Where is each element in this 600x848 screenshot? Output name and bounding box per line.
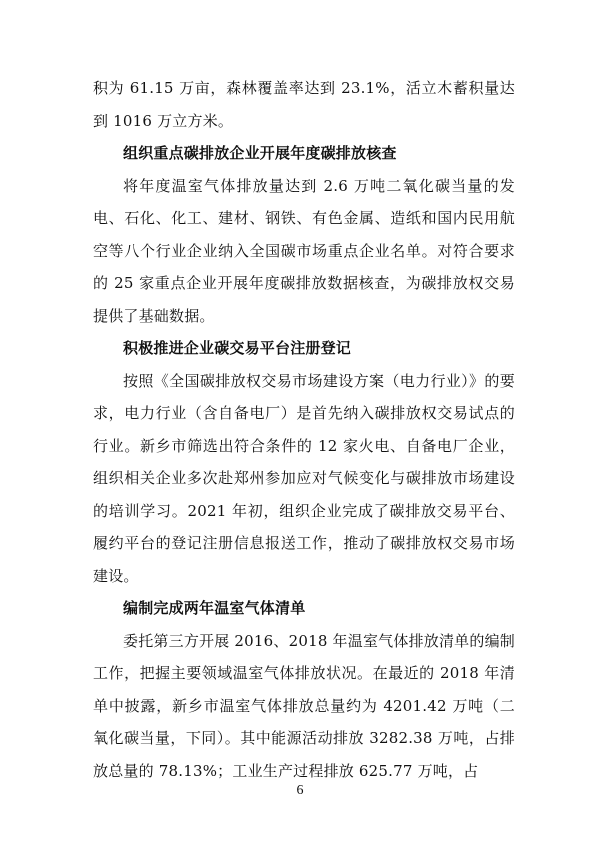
paragraph-ghg-inventory: 委托第三方开展 2016、2018 年温室气体排放清单的编制工作，把握主要领域温室气体排放状况。在最近的 2018 年清单中披露，新乡市温室气体排放总量约为 4201.42 万吨（二氧化碳当量，下同）。其中能源活动排放 3282.38 万吨，占排放总量的 78.13%；工业生产过程排放 625.77 万吨，占	[93, 631, 515, 780]
page-number: 6	[296, 783, 304, 798]
paragraph-forest-stats: 积为 61.15 万亩，森林覆盖率达到 23.1%，活立木蓄积量达到 1016 万立方米。	[93, 79, 515, 130]
heading-ghg-inventory: 编制完成两年温室气体清单	[123, 599, 306, 617]
heading-carbon-verification: 组织重点碳排放企业开展年度碳排放核查	[123, 144, 397, 162]
document-body	[93, 72, 515, 787]
heading-trading-registration: 积极推进企业碳交易平台注册登记	[123, 339, 352, 357]
paragraph-trading-registration: 按照《全国碳排放权交易市场建设方案（电力行业）》的要求，电力行业（含自备电厂）是首先纳入碳排放权交易试点的行业。新乡市筛选出符合条件的 12 家火电、自备电厂企业，组织相关企业多次赴郑州参加应对气候变化与碳排放市场建设的培训学习。2021 年初，组织企业完成了碳排放交易平台、履约平台的登记注册信息报送工作，推动了碳排放权交易市场建设。	[93, 371, 515, 585]
paragraph-carbon-verification: 将年度温室气体排放量达到 2.6 万吨二氧化碳当量的发电、石化、化工、建材、钢铁、有色金属、造纸和国内民用航空等八个行业企业纳入全国碳市场重点企业名单。对符合要求的 25 家重点企业开展年度碳排放数据核查，为碳排放权交易提供了基础数据。	[93, 176, 515, 325]
